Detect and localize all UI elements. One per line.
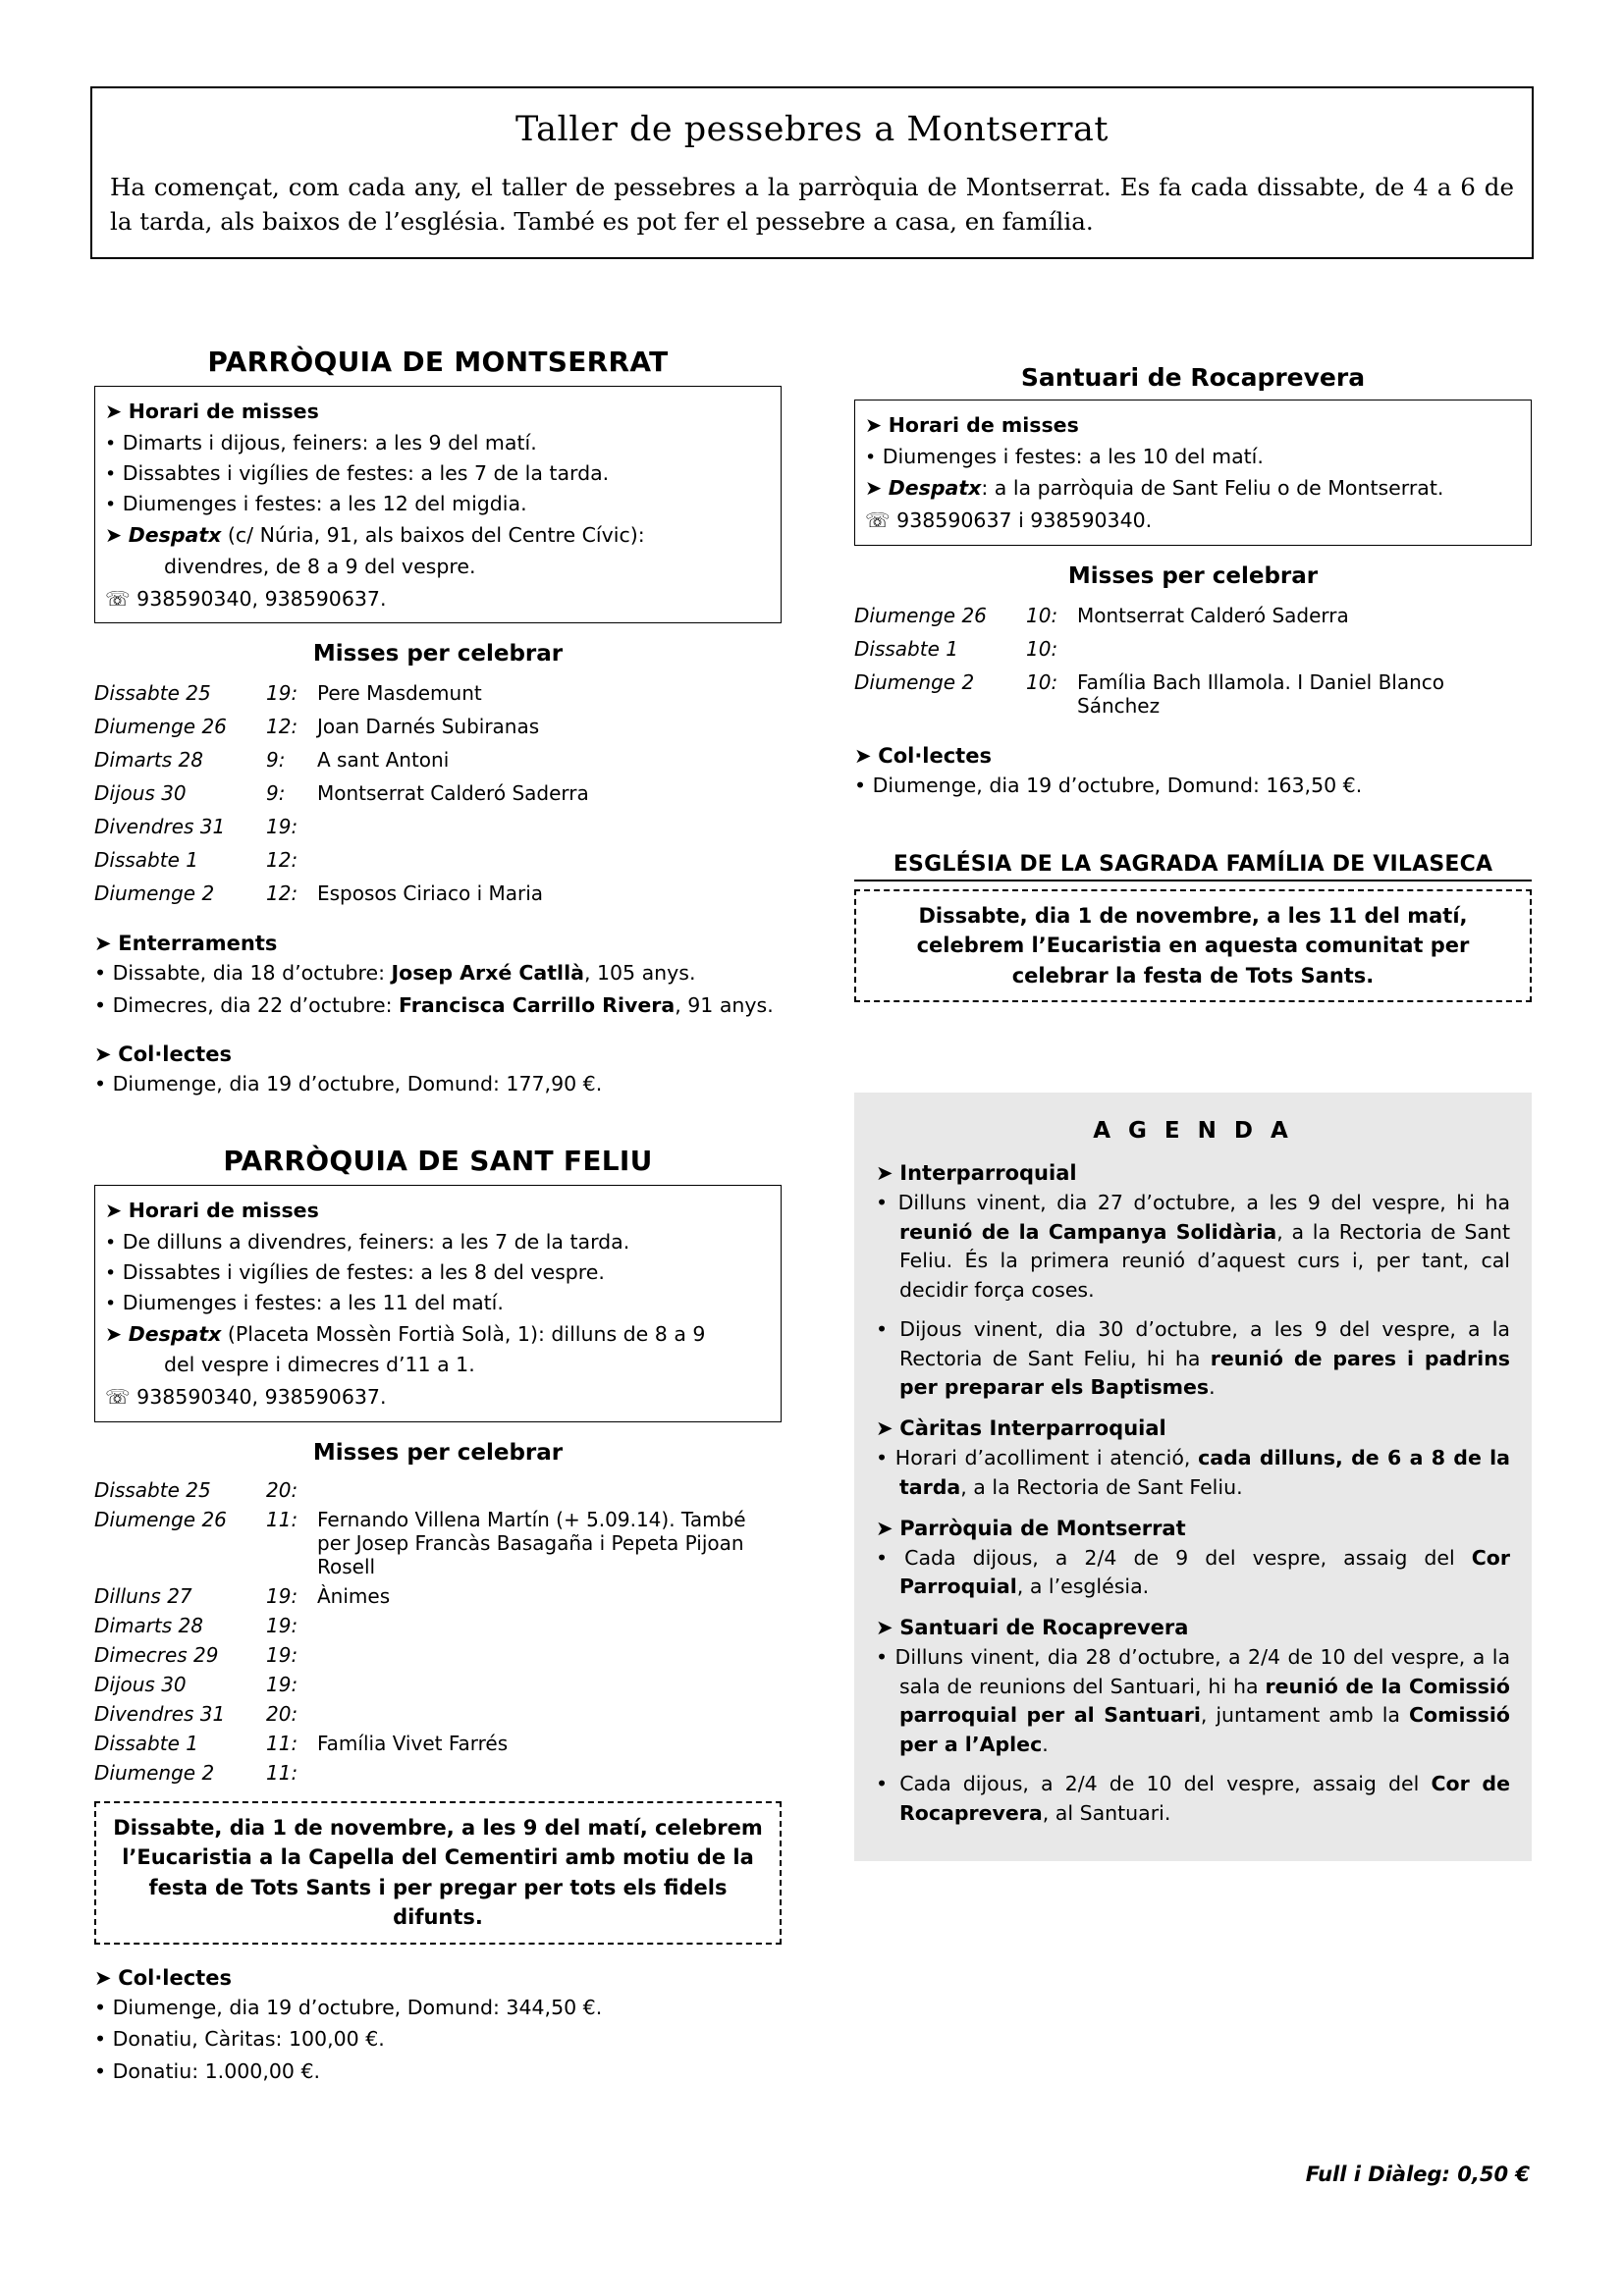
schedule-heading: ➤ Horari de misses xyxy=(105,400,319,423)
list-item: • Donatiu: 1.000,00 €. xyxy=(94,2059,321,2084)
table-row: Dissabte 1 10: xyxy=(854,637,1058,662)
office-line: ➤ Despatx (Placeta Mossèn Fortià Solà, 1): dilluns de 8 a 9 xyxy=(105,1321,706,1346)
santfeliu-notice: Dissabte, dia 1 de novembre, a les 9 del matí, celebrem l’Eucaristia a la Capella del Cementiri amb motiu de la festa de Tots Sants i per pregar per tots els fidels difunts. xyxy=(94,1801,782,1945)
table-row: Diumenge 2 12: Esposos Ciriaco i Maria xyxy=(94,881,544,906)
masses-table-santfeliu xyxy=(94,1475,782,1788)
vilaseca-heading: ESGLÉSIA DE LA SAGRADA FAMÍLIA DE VILASECA xyxy=(854,852,1532,881)
list-item: • Cada dijous, a 2/4 de 10 del vespre, assaig del Cor de Rocaprevera, al Santuari. xyxy=(876,1771,1511,1825)
masses-title-santfeliu: Misses per celebrar xyxy=(312,1439,564,1466)
table-row: Diumenge 2 11: xyxy=(94,1760,298,1785)
office-line-cont: divendres, de 8 a 9 del vespre. xyxy=(164,554,476,578)
table-row: Dimecres 29 19: xyxy=(94,1642,298,1667)
collections-block-santfeliu xyxy=(94,1966,782,2087)
table-row: Divendres 31 20: xyxy=(94,1701,298,1726)
schedule-heading: ➤ Horari de misses xyxy=(865,413,1079,437)
table-row: Dijous 30 19: xyxy=(94,1672,298,1696)
page-title: Taller de pessebres a Montserrat xyxy=(515,110,1109,149)
phone-icon: ☏ xyxy=(865,508,891,533)
burials-block xyxy=(94,932,782,1020)
right-column xyxy=(854,363,1532,1861)
montserrat-schedule-box xyxy=(94,386,782,623)
office-line-cont: del vespre i dimecres d’11 a 1. xyxy=(164,1353,475,1377)
office-line: ➤ Despatx (c/ Núria, 91, als baixos del Centre Cívic): xyxy=(105,523,645,548)
header-box xyxy=(90,86,1534,259)
table-row: Diumenge 26 11: Fernando Villena Martín (+ 5.09.14). També per Josep Francàs Basagaña i Pepeta Pijoan Rosell xyxy=(94,1507,746,1578)
agenda-panel xyxy=(854,1093,1532,1861)
table-row: Dissabte 25 20: xyxy=(94,1477,298,1502)
agenda-group-heading: ➤ Parròquia de Montserrat xyxy=(876,1516,1186,1540)
burials-heading: ➤ Enterraments xyxy=(94,932,278,956)
list-item: • Dissabte, dia 18 d’octubre: Josep Arxé Catllà, 105 anys. xyxy=(94,961,696,986)
collections-heading: ➤ Col·lectes xyxy=(94,1041,232,1066)
masses-title-montserrat: Misses per celebrar xyxy=(312,641,564,667)
schedule-item: • Dimarts i dijous, feiners: a les 9 del matí. xyxy=(105,431,537,455)
schedule-heading: ➤ Horari de misses xyxy=(105,1198,319,1222)
collections-heading: ➤ Col·lectes xyxy=(854,744,992,769)
list-item: • Dijous vinent, dia 30 d’octubre, a les 9 del vespre, a la Rectoria de Sant Feliu, hi ha reunió de pares i padrins per preparar els Baptismes. xyxy=(876,1316,1510,1400)
phone-line: ☏ 938590637 i 938590340. xyxy=(865,508,1153,533)
agenda-group-heading: ➤ Càritas Interparroquial xyxy=(876,1416,1166,1441)
masses-title-rocaprevera: Misses per celebrar xyxy=(1067,563,1319,590)
list-item: • Cada dijous, a 2/4 de 9 del vespre, assaig del Cor Parroquial, a l’església. xyxy=(876,1545,1510,1599)
agenda-title: A G E N D A xyxy=(1093,1118,1293,1145)
list-item: • Donatiu, Càritas: 100,00 €. xyxy=(94,2027,385,2052)
table-row: Divendres 31 19: xyxy=(94,815,298,839)
header-paragraph: Ha començat, com cada any, el taller de pessebres a la parròquia de Montserrat. Es fa cada dissabte, de 4 a 6 de la tarda, als baixos de l’església. També es pot fer el pessebre a casa, en família. xyxy=(110,173,1514,236)
table-row: Diumenge 2 10: Família Bach Illamola. I Daniel Blanco Sánchez xyxy=(854,670,1445,719)
list-item: • Dilluns vinent, dia 28 d’octubre, a 2/4 de 10 del vespre, a la sala de reunions del Santuari, hi ha reunió de la Comissió parroquial per al Santuari, juntament amb la Comissió per a l’Aplec. xyxy=(876,1644,1511,1757)
table-row: Dijous 30 9: Montserrat Calderó Saderra xyxy=(94,781,589,806)
phone-icon: ☏ xyxy=(105,1385,131,1410)
schedule-item: • Dissabtes i vigílies de festes: a les 8 del vespre. xyxy=(105,1259,605,1284)
table-row: Diumenge 26 10: Montserrat Calderó Saderra xyxy=(854,604,1349,628)
masses-table-rocaprevera xyxy=(854,599,1532,722)
schedule-item: • Diumenges i festes: a les 12 del migdia. xyxy=(105,492,527,516)
list-item: • Horari d’acolliment i atenció, cada dilluns, de 6 a 8 de la tarda, a la Rectoria de Sant Feliu. xyxy=(876,1446,1511,1499)
schedule-item: • De dilluns a divendres, feiners: a les 7 de la tarda. xyxy=(105,1229,630,1254)
collections-block-rocaprevera xyxy=(854,744,1532,801)
collections-block-montserrat xyxy=(94,1042,782,1099)
phone-icon: ☏ xyxy=(105,586,131,611)
agenda-group-heading: ➤ Interparroquial xyxy=(876,1161,1077,1186)
list-item: • Dimecres, dia 22 d’octubre: Francisca Carrillo Rivera, 91 anys. xyxy=(94,993,774,1018)
schedule-item: • Diumenges i festes: a les 11 del matí. xyxy=(105,1290,504,1314)
rocaprevera-schedule-box xyxy=(854,400,1532,546)
table-row: Dimarts 28 9: A sant Antoni xyxy=(94,748,450,773)
santfeliu-schedule-box xyxy=(94,1185,782,1422)
list-item: • Dilluns vinent, dia 27 d’octubre, a les 9 del vespre, hi ha reunió de la Campanya Solidària, a la Rectoria de Sant Feliu. És la primera reunió d’aquest curs i, per tant, cal decidir força coses. xyxy=(876,1191,1511,1303)
phone-line: ☏ 938590340, 938590637. xyxy=(105,1385,387,1410)
table-row: Diumenge 26 12: Joan Darnés Subiranas xyxy=(94,715,540,739)
table-row: Dissabte 1 12: xyxy=(94,848,298,873)
section-title-santfeliu: PARRÒQUIA DE SANT FELIU xyxy=(223,1144,653,1177)
section-title-montserrat: PARRÒQUIA DE MONTSERRAT xyxy=(207,346,669,378)
table-row: Dissabte 25 19: Pere Masdemunt xyxy=(94,681,482,706)
left-column xyxy=(94,346,782,2090)
phone-line: ☏ 938590340, 938590637. xyxy=(105,586,387,611)
masses-table-montserrat xyxy=(94,676,782,910)
office-line: ➤ Despatx: a la parròquia de Sant Feliu o de Montserrat. xyxy=(865,476,1444,501)
collections-heading: ➤ Col·lectes xyxy=(94,1965,232,1990)
list-item: • Diumenge, dia 19 d’octubre, Domund: 344,50 €. xyxy=(94,1995,603,2019)
vilaseca-notice: Dissabte, dia 1 de novembre, a les 11 del matí, celebrem l’Eucaristia en aquesta comunitat per celebrar la festa de Tots Sants. xyxy=(854,889,1532,1002)
schedule-item: • Dissabtes i vigílies de festes: a les 7 de la tarda. xyxy=(105,461,610,486)
table-row: Dimarts 28 19: xyxy=(94,1613,298,1637)
agenda-group-heading: ➤ Santuari de Rocaprevera xyxy=(876,1615,1189,1639)
table-row: Dissabte 1 11: Família Vivet Farrés xyxy=(94,1731,509,1755)
list-item: • Diumenge, dia 19 d’octubre, Domund: 163,50 €. xyxy=(854,774,1363,798)
schedule-item: • Diumenges i festes: a les 10 del matí. xyxy=(865,445,1264,469)
table-row: Dilluns 27 19: Ànimes xyxy=(94,1583,391,1608)
price-footer: Full i Diàleg: 0,50 € xyxy=(1305,2163,1530,2186)
section-title-rocaprevera: Santuari de Rocaprevera xyxy=(1020,363,1366,392)
vilaseca-block xyxy=(854,852,1532,1002)
list-item: • Diumenge, dia 19 d’octubre, Domund: 177,90 €. xyxy=(94,1071,603,1095)
